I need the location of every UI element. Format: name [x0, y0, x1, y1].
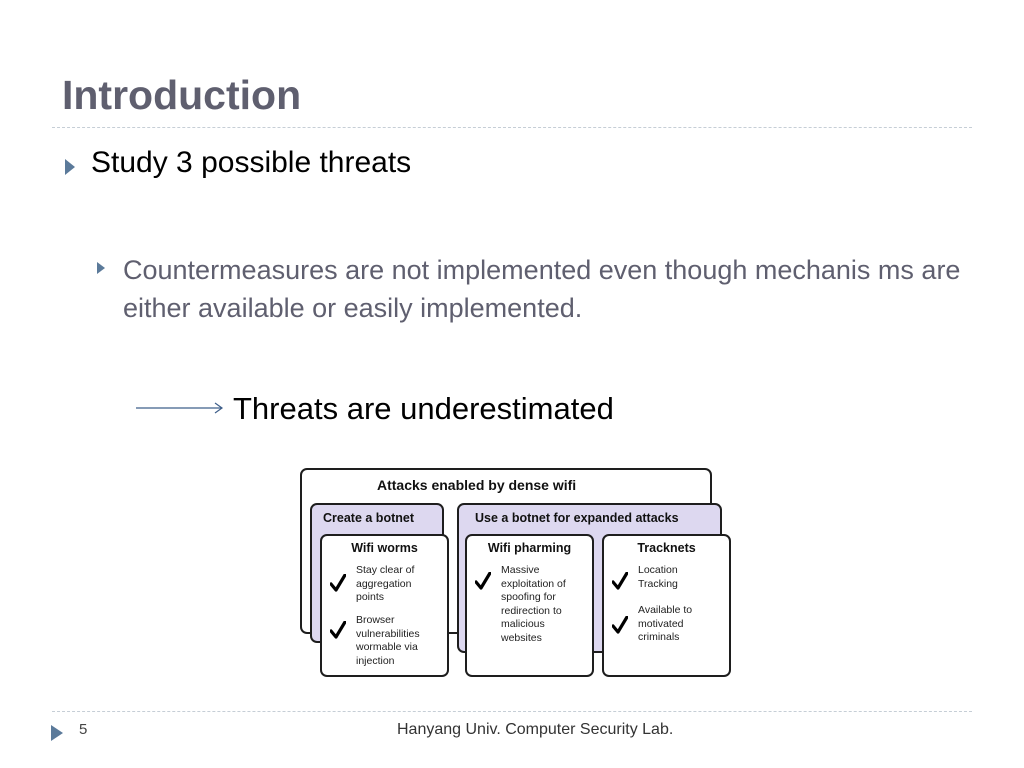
card-wifi-worms	[320, 534, 449, 677]
threats-diagram	[297, 466, 737, 682]
checkmark-icon	[612, 572, 628, 590]
conclusion-text: Threats are underestimated	[233, 391, 614, 426]
checkmark-icon	[330, 574, 346, 592]
card-title: Wifi worms	[351, 541, 418, 555]
card-title: Tracknets	[637, 541, 696, 555]
outer-box-title: Attacks enabled by dense wifi	[377, 477, 577, 493]
triangle-bullet-icon	[96, 261, 106, 275]
bullet-sub: Countermeasures are not implemented even though mechanis ms are either available or easily implemented.	[123, 255, 961, 323]
left-group-title: Create a botnet	[323, 511, 414, 525]
checkmark-icon	[475, 572, 491, 590]
card-tracknets	[602, 534, 731, 677]
footer-divider	[52, 711, 972, 712]
card-item: Location Tracking	[638, 564, 678, 590]
title-divider	[52, 127, 972, 128]
card-item: Browser vulnerabilities wormable via injection	[356, 614, 420, 667]
triangle-bullet-icon	[64, 158, 76, 176]
card-item: Massive exploitation of spoofing for redirection to malicious websites	[501, 564, 566, 644]
card-item: Stay clear of aggregation points	[356, 564, 415, 603]
checkmark-icon	[612, 616, 628, 634]
bullet-main: Study 3 possible threats	[91, 146, 412, 179]
checkmark-icon	[330, 621, 346, 639]
slide-title: Introduction	[62, 72, 302, 118]
arrow-right-icon	[135, 400, 225, 416]
card-wifi-pharming	[465, 534, 594, 677]
triangle-bullet-icon	[50, 724, 64, 742]
page-number: 5	[79, 721, 88, 738]
card-title: Wifi pharming	[487, 541, 572, 555]
footer-text: Hanyang Univ. Computer Security Lab.	[397, 721, 674, 738]
right-group-title: Use a botnet for expanded attacks	[475, 511, 679, 525]
card-item: Available to motivated criminals	[638, 604, 693, 643]
